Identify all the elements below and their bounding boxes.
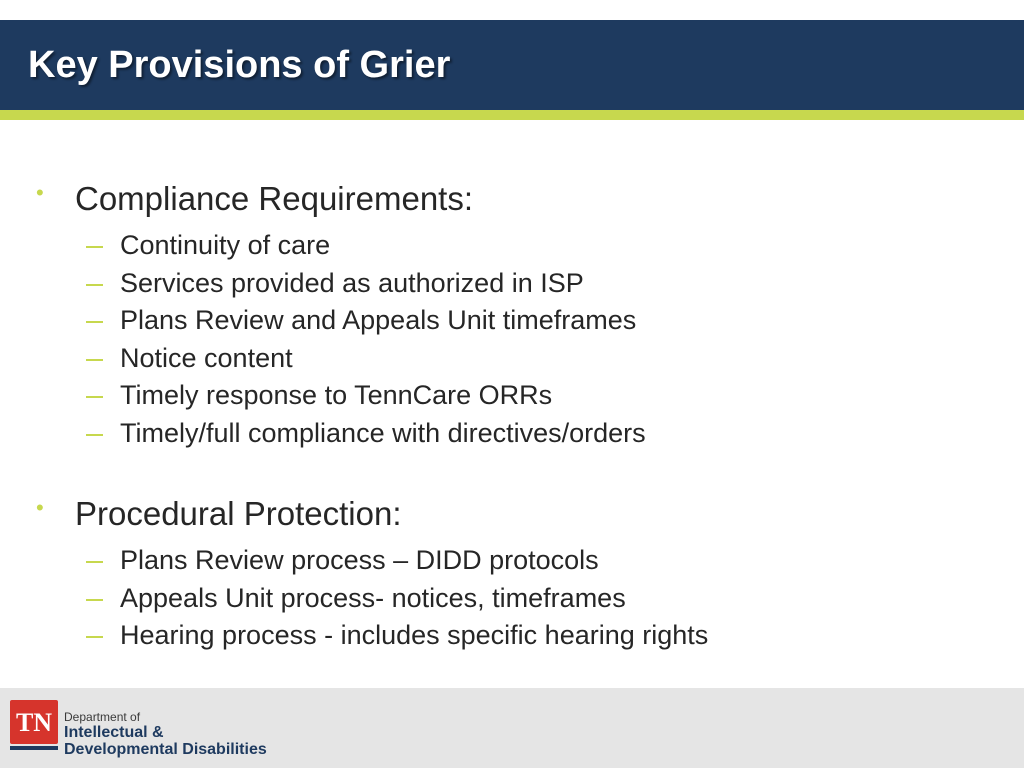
list-item-text: Timely response to TennCare ORRs (120, 380, 553, 410)
dash-icon (86, 434, 103, 436)
dept-name-line3: Developmental Disabilities (64, 741, 267, 758)
footer-bar (0, 688, 1024, 768)
list-item (0, 620, 1024, 668)
logo-text: TN (15, 708, 53, 737)
dash-icon (86, 561, 103, 563)
list-item (0, 417, 1024, 466)
list-item-text: Plans Review and Appeals Unit timeframes (120, 305, 637, 335)
list-item-text: Plans Review process – DIDD protocols (120, 545, 599, 575)
bullet-heading: Compliance Requirements: (75, 180, 474, 217)
tn-logo (10, 700, 58, 744)
list-item-text: Hearing process - includes specific hearing rights (120, 620, 709, 650)
list-item-text: Continuity of care (120, 230, 331, 260)
dash-icon (86, 396, 103, 398)
dash-icon (86, 321, 103, 323)
dash-icon (86, 246, 103, 248)
bullet-dot-icon: • (36, 180, 44, 205)
bullet-dot-icon: • (36, 495, 44, 520)
list-item-text: Timely/full compliance with directives/orders (120, 417, 646, 448)
accent-divider (0, 110, 1024, 120)
dash-icon (86, 284, 103, 286)
list-item-text: Services provided as authorized in ISP (120, 267, 584, 298)
dash-icon (86, 599, 103, 601)
list-item-text: Appeals Unit process- notices, timeframes (120, 582, 626, 613)
bullet-heading: Procedural Protection: (75, 495, 402, 532)
slide-title: Key Provisions of Grier (28, 44, 451, 86)
dash-icon (86, 359, 103, 361)
dept-name-line2: Intellectual & (64, 724, 164, 741)
logo-underline (10, 746, 58, 750)
list-item-text: Notice content (120, 342, 293, 373)
dept-name-line1: Department of (64, 710, 141, 724)
dash-icon (86, 636, 103, 638)
